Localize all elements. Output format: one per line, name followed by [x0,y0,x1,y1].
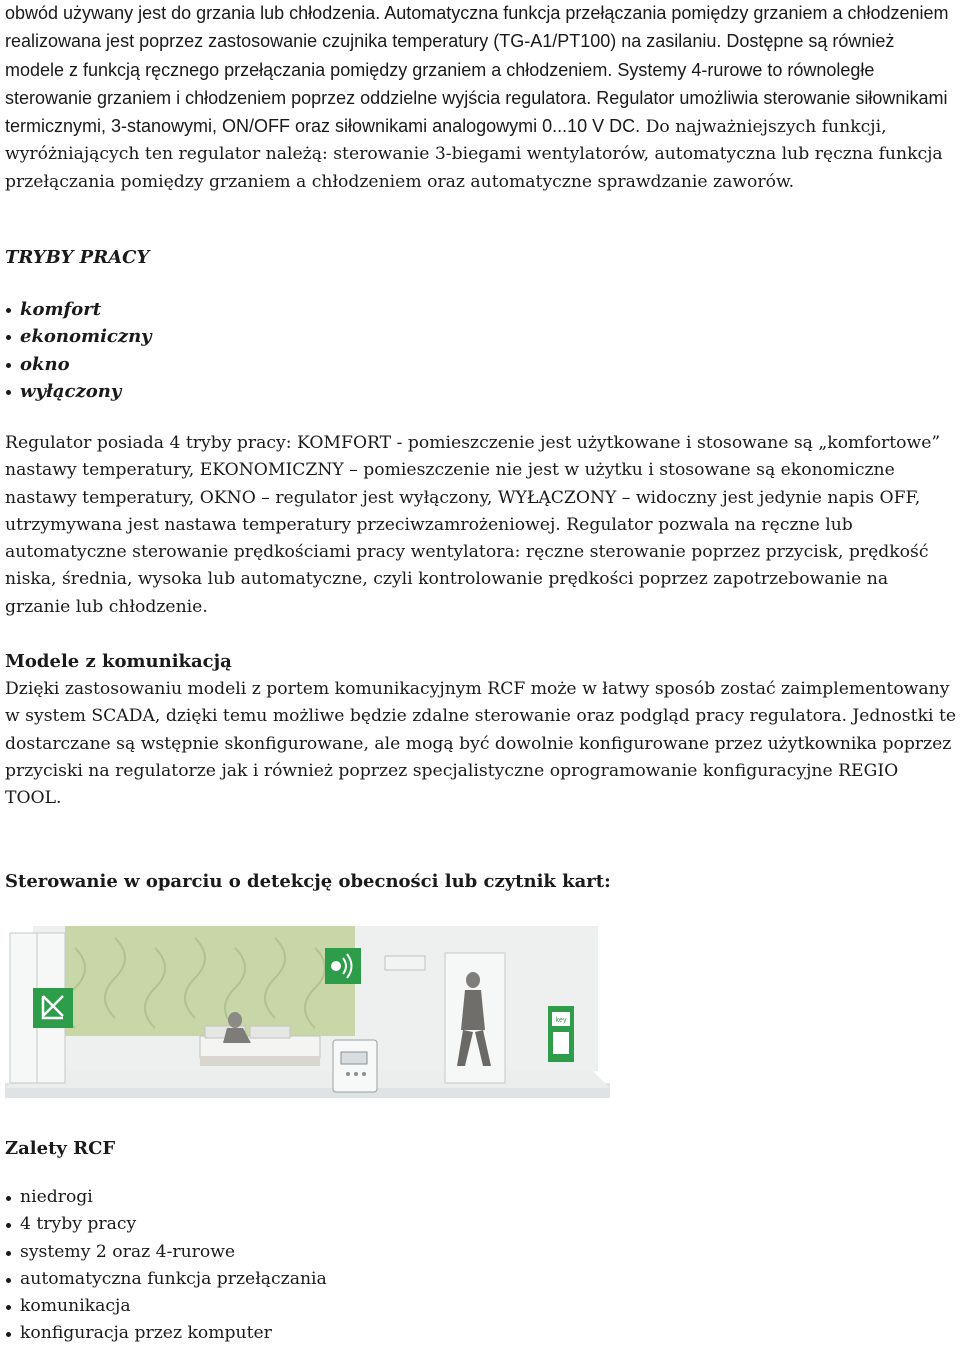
room-illustration [5,918,610,1098]
list-item: konfiguracja przez komputer [5,1320,957,1347]
list-item: wyłączony [5,378,957,405]
modele-heading: Modele z komunikacją [5,651,232,672]
presence-detector-icon [325,948,361,984]
modes-description: Regulator posiada 4 tryby pracy: KOMFORT - pomieszczenie jest użytkowane i stosowane są „komfortowe” nastawy temperatury, EKONOMICZNY – pomieszczenie nie jest w użytku i stosowane są ekonomiczne nastawy temperatury, OKNO – regulator jest wyłączony, WYŁĄCZONY – widoczny jest jedynie napis OFF, utrzymywana jest nastawa temperatury przeciwzamrożeniowej. Regulator pozwala na ręczne lub automatyczne sterowanie prędkościami pracy wentylatora: ręczne sterowanie poprzez przycisk, prędkość niska, średnia, wysoka lub automatyczne, czyli kontrolowanie prędkości poprzez zapotrzebowanie na grzanie lub chłodzenie. [5,433,941,617]
list-item: komfort [5,296,957,323]
modele-paragraph: Dzięki zastosowaniu modeli z portem komunikacyjnym RCF może w łatwy sposób zostać zaimplementowany w system SCADA, dzięki temu możliwe będzie zdalne sterowanie oraz podgląd pracy regulatora. Jednostki te dostarczane są wstępnie skonfigurowane, ale mogą być dowolnie konfigurowane przez użytkownika poprzez przyciski na regulatorze jak i również poprzez specjalistyczne oprogramowanie konfiguracyjne REGIO TOOL. [5,679,957,809]
list-item: systemy 2 oraz 4-rurowe [5,1239,957,1266]
key-card-reader-icon [548,1006,574,1062]
sterowanie-heading: Sterowanie w oparciu o detekcję obecności lub czytnik kart: [5,871,611,892]
list-item: komunikacja [5,1293,957,1320]
tryby-heading: TRYBY PRACY [5,247,150,268]
zalety-list [5,1184,957,1348]
intro-text-run: obwód używany jest do grzania lub chłodzenia. Automatyczna funkcja przełączania pomiędzy grzaniem a chłodzeniem realizowana jest poprzez zastosowanie czujnika temperatury (TG-A1/PT100) na zasilaniu. Dostępne są również modele z funkcją ręcznego przełączania pomiędzy grzaniem a chłodzeniem. Systemy 4-rurowe to równoległe sterowanie grzaniem i chłodzeniem poprzez oddzielne wyjścia regulatora. Regulator umożliwia sterowanie siłownikami termicznymi, 3-stanowymi, ON/OFF oraz siłownikami analogowymi 0...10 V DC. [5,3,949,137]
list-item: ekonomiczny [5,323,957,350]
modes-list [5,296,957,405]
list-item: okno [5,351,957,378]
window-sensor-icon [33,988,73,1028]
list-item: 4 tryby pracy [5,1211,957,1238]
intro-paragraph [5,0,957,196]
list-item: niedrogi [5,1184,957,1211]
list-item: automatyczna funkcja przełączania [5,1266,957,1293]
intro-text-run-serif: Do najważniejszych funkcji, wyróżniających ten regulator należą: sterowanie 3-biegami wentylatorów, automatyczna lub ręczna funkcja przełączania pomiędzy grzaniem a chłodzeniem oraz automatyczne sprawdzanie zaworów. [5,117,943,192]
svg-text:key: key [555,1017,567,1024]
zalety-heading: Zalety RCF [5,1138,116,1159]
